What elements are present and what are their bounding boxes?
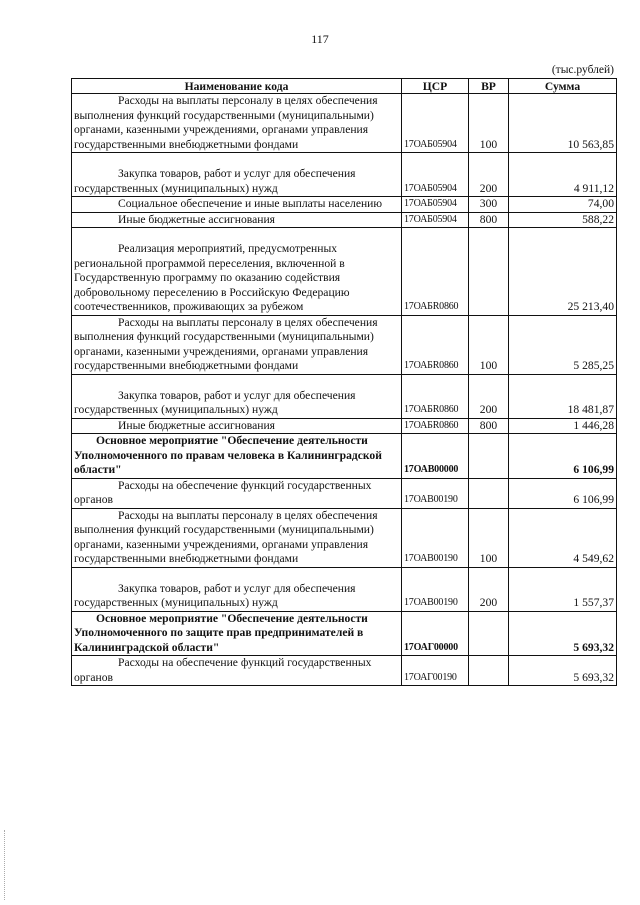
row-csr: 17ОАГ00190 bbox=[402, 656, 469, 686]
row-sum: 25 213,40 bbox=[509, 228, 617, 316]
table-header-row bbox=[72, 79, 617, 94]
table-row bbox=[72, 567, 617, 611]
row-name: Закупка товаров, работ и услуг для обеспечения государственных (муниципальных) нужд bbox=[72, 374, 402, 418]
row-csr: 17ОАБ05904 bbox=[402, 153, 469, 197]
table-row bbox=[72, 418, 617, 434]
row-vr: 800 bbox=[469, 418, 509, 434]
row-name: Реализация мероприятий, предусмотренных региональной программой переселения, включенной в Государственную программу по оказанию содействия добровольному переселению в Российскую Федерацию соотечественников, проживающих за рубежом bbox=[72, 228, 402, 316]
row-sum: 4 911,12 bbox=[509, 153, 617, 197]
row-vr: 800 bbox=[469, 212, 509, 228]
row-sum: 5 693,32 bbox=[509, 656, 617, 686]
row-vr: 200 bbox=[469, 153, 509, 197]
row-sum: 10 563,85 bbox=[509, 94, 617, 153]
page-number: 117 bbox=[311, 32, 329, 46]
row-csr: 17ОАБ05904 bbox=[402, 197, 469, 213]
row-sum: 18 481,87 bbox=[509, 374, 617, 418]
row-csr: 17ОАВ00190 bbox=[402, 508, 469, 567]
row-vr: 300 bbox=[469, 197, 509, 213]
row-csr: 17ОАБR0860 bbox=[402, 374, 469, 418]
header-csr: ЦСР bbox=[402, 79, 469, 94]
table-row bbox=[72, 374, 617, 418]
row-csr: 17ОАБ05904 bbox=[402, 212, 469, 228]
row-name: Закупка товаров, работ и услуг для обеспечения государственных (муниципальных) нужд bbox=[72, 567, 402, 611]
row-csr: 17ОАБR0860 bbox=[402, 315, 469, 374]
table-row bbox=[72, 94, 617, 153]
margin-dots bbox=[4, 830, 7, 900]
row-vr: 100 bbox=[469, 315, 509, 374]
row-vr bbox=[469, 656, 509, 686]
row-sum: 74,00 bbox=[509, 197, 617, 213]
header-sum: Сумма bbox=[509, 79, 617, 94]
row-vr: 200 bbox=[469, 374, 509, 418]
table-row bbox=[72, 228, 617, 316]
row-name: Иные бюджетные ассигнования bbox=[72, 212, 402, 228]
table-row bbox=[72, 315, 617, 374]
row-sum: 588,22 bbox=[509, 212, 617, 228]
row-csr: 17ОАВ00190 bbox=[402, 478, 469, 508]
row-name: Расходы на выплаты персоналу в целях обеспечения выполнения функций государственными (муниципальными) органами, казенными учреждениями, органами управления государственными внебюджетными фондами bbox=[72, 94, 402, 153]
row-vr: 100 bbox=[469, 508, 509, 567]
row-name: Иные бюджетные ассигнования bbox=[72, 418, 402, 434]
row-csr: 17ОАБ05904 bbox=[402, 94, 469, 153]
row-csr: 17ОАВ00000 bbox=[402, 434, 469, 479]
row-vr bbox=[469, 228, 509, 316]
row-sum: 1 557,37 bbox=[509, 567, 617, 611]
row-name: Основное мероприятие "Обеспечение деятельности Уполномоченного по правам человека в Калининградской области" bbox=[72, 434, 402, 479]
row-name: Социальное обеспечение и иные выплаты населению bbox=[72, 197, 402, 213]
table-row bbox=[72, 197, 617, 213]
budget-table bbox=[71, 78, 617, 686]
row-sum: 4 549,62 bbox=[509, 508, 617, 567]
row-csr: 17ОАБR0860 bbox=[402, 228, 469, 316]
row-name: Расходы на обеспечение функций государственных органов bbox=[72, 478, 402, 508]
header-vr: ВР bbox=[469, 79, 509, 94]
row-sum: 5 693,32 bbox=[509, 611, 617, 656]
row-vr: 200 bbox=[469, 567, 509, 611]
table-row bbox=[72, 434, 617, 479]
row-vr bbox=[469, 478, 509, 508]
table-row bbox=[72, 212, 617, 228]
row-vr bbox=[469, 611, 509, 656]
header-name: Наименование кода bbox=[72, 79, 402, 94]
row-sum: 5 285,25 bbox=[509, 315, 617, 374]
units-label: (тыс.рублей) bbox=[551, 64, 614, 76]
row-name: Расходы на обеспечение функций государственных органов bbox=[72, 656, 402, 686]
row-name: Расходы на выплаты персоналу в целях обеспечения выполнения функций государственными (муниципальными) органами, казенными учреждениями, органами управления государственными внебюджетными фондами bbox=[72, 315, 402, 374]
row-csr: 17ОАГ00000 bbox=[402, 611, 469, 656]
row-sum: 6 106,99 bbox=[509, 478, 617, 508]
row-vr: 100 bbox=[469, 94, 509, 153]
table-row bbox=[72, 508, 617, 567]
table-row bbox=[72, 153, 617, 197]
table-row bbox=[72, 478, 617, 508]
row-sum: 6 106,99 bbox=[509, 434, 617, 479]
row-csr: 17ОАВ00190 bbox=[402, 567, 469, 611]
table-row bbox=[72, 656, 617, 686]
row-name: Закупка товаров, работ и услуг для обеспечения государственных (муниципальных) нужд bbox=[72, 153, 402, 197]
table-row bbox=[72, 611, 617, 656]
row-vr bbox=[469, 434, 509, 479]
row-name: Основное мероприятие "Обеспечение деятельности Уполномоченного по защите прав предпринимателей в Калининградской области" bbox=[72, 611, 402, 656]
row-sum: 1 446,28 bbox=[509, 418, 617, 434]
row-csr: 17ОАБR0860 bbox=[402, 418, 469, 434]
row-name: Расходы на выплаты персоналу в целях обеспечения выполнения функций государственными (муниципальными) органами, казенными учреждениями, органами управления государственными внебюджетными фондами bbox=[72, 508, 402, 567]
